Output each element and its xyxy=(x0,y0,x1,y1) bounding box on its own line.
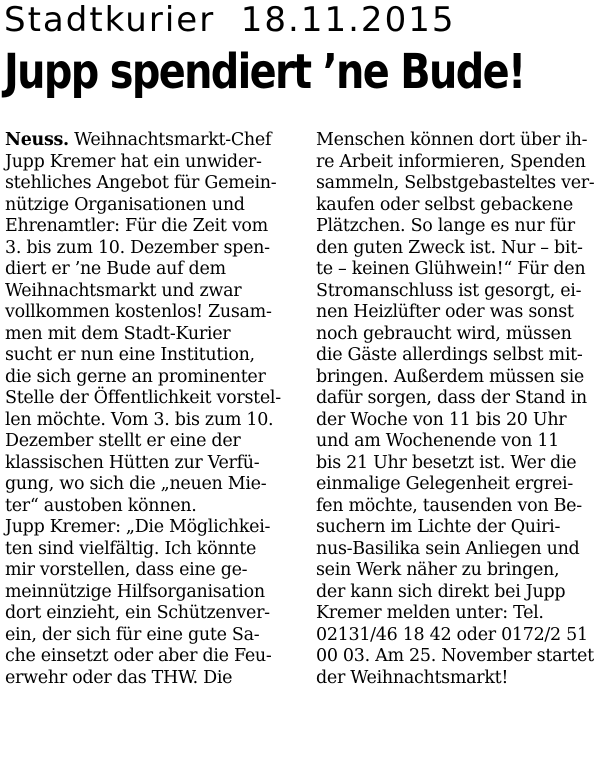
article-line: sammeln, Selbstgebasteltes ver- xyxy=(316,173,595,193)
article-line: meinnützige Hilfsorganisation xyxy=(5,581,265,602)
article-line: sucht er nun eine Institution, xyxy=(5,345,255,365)
article-line: klassischen Hütten zur Verfü- xyxy=(5,452,260,473)
article-line: Jupp Kremer hat ein unwider- xyxy=(5,151,262,172)
article-line: len möchte. Vom 3. bis zum 10. xyxy=(5,409,274,430)
article-line: Stromanschluss ist gesorgt, ei- xyxy=(316,280,582,301)
article-line: suchern im Lichte der Quiri- xyxy=(316,517,561,537)
article-line: 3. bis zum 10. Dezember spen- xyxy=(5,237,270,258)
article-line: ten sind vielfältig. Ich könnte xyxy=(5,538,257,559)
dateline: Neuss. xyxy=(5,130,69,150)
article-line-text: Weihnachtsmarkt-Chef xyxy=(74,130,272,150)
article-line: bringen. Außerdem müssen sie xyxy=(316,366,584,387)
article-line: stehliches Angebot für Gemein- xyxy=(5,173,277,193)
article-line: dafür sorgen, dass der Stand in xyxy=(316,388,587,408)
article-line: nus-Basilika sein Anliegen und xyxy=(316,538,580,559)
headline: Jupp spendiert ’ne Bude! xyxy=(4,44,525,100)
article-line: re Arbeit informieren, Spenden xyxy=(316,151,586,172)
masthead: Stadtkurier 18.11.2015 xyxy=(4,0,456,40)
article-line: Ehrenamtler: Für die Zeit vom xyxy=(5,216,268,236)
article-line: diert er ’ne Bude auf dem xyxy=(5,259,226,279)
article-line: kaufen oder selbst gebackene xyxy=(316,194,573,215)
article-line: Weihnachtsmarkt und zwar xyxy=(5,280,242,301)
article-line: bis 21 Uhr besetzt ist. Wer die xyxy=(316,452,577,473)
article-line: die sich gerne an prominenter xyxy=(5,366,266,387)
article-line: der kann sich direkt bei Jupp xyxy=(316,581,566,602)
article-line: ter“ austoben können. xyxy=(5,495,197,516)
article-line: vollkommen kostenlos! Zusam- xyxy=(5,302,272,322)
article-line: Plätzchen. So lange es nur für xyxy=(316,216,575,236)
article-line: sein Werk näher zu bringen, xyxy=(316,560,560,580)
article-column-left xyxy=(5,130,301,689)
article-line: 02131/46 18 42 oder 0172/2 51 xyxy=(316,624,588,645)
article-line: Kremer melden unter: Tel. xyxy=(316,603,544,623)
article-line: fen möchte, tausenden von Be- xyxy=(316,495,582,516)
article-line: nützige Organisationen und xyxy=(5,194,245,215)
article-column-right xyxy=(316,130,612,689)
article-line xyxy=(5,130,301,152)
article-line: gung, wo sich die „neuen Mie- xyxy=(5,474,267,494)
article-line: erwehr oder das THW. Die xyxy=(5,667,233,688)
article-line: Stelle der Öffentlichkeit vorstel- xyxy=(5,388,281,408)
article-line: Jupp Kremer: „Die Möglichkei- xyxy=(5,517,271,537)
article-line: 00 03. Am 25. November startet xyxy=(316,646,594,666)
article-line: einmalige Gelegenheit ergrei- xyxy=(316,474,573,494)
article-line: dort einzieht, ein Schützenver- xyxy=(5,603,270,623)
article-line: der Weihnachtsmarkt! xyxy=(316,667,509,688)
article-line: und am Wochenende von 11 xyxy=(316,431,560,451)
article-line: noch gebraucht wird, müssen xyxy=(316,323,572,344)
article-line: die Gäste allerdings selbst mit- xyxy=(316,345,583,365)
article-line: Menschen können dort über ih- xyxy=(316,130,588,150)
article-line: mir vorstellen, dass eine ge- xyxy=(5,560,248,580)
article-line: nen Heizlüfter oder was sonst xyxy=(316,302,574,322)
article-line: Dezember stellt er eine der xyxy=(5,431,241,451)
article-line: men mit dem Stadt-Kurier xyxy=(5,323,231,344)
article-line: te – keinen Glühwein!“ Für den xyxy=(316,259,586,279)
article-line: che einsetzt oder aber die Feu- xyxy=(5,646,272,666)
article-line: der Woche von 11 bis 20 Uhr xyxy=(316,409,567,430)
article-line: den guten Zweck ist. Nur – bit- xyxy=(316,237,583,258)
article-line: ein, der sich für eine gute Sa- xyxy=(5,624,260,645)
